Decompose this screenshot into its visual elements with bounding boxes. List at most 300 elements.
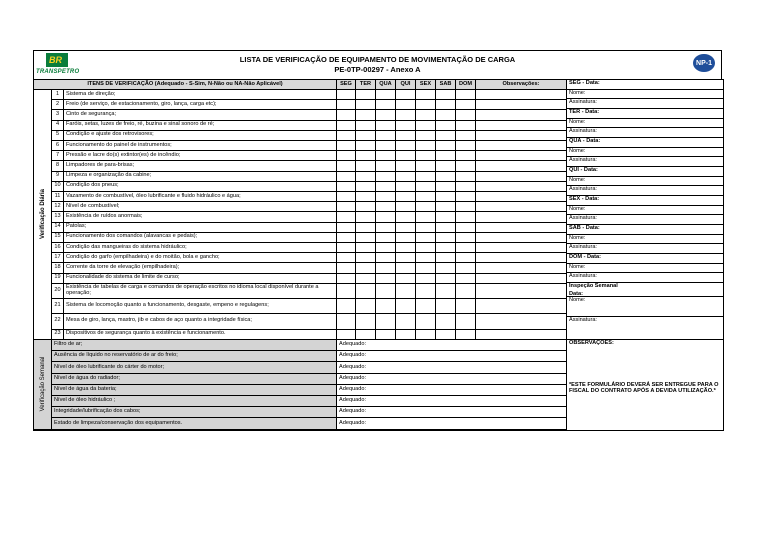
day-check-cell[interactable] bbox=[456, 299, 476, 314]
item-number: 17 bbox=[52, 253, 64, 263]
table-row bbox=[34, 263, 567, 273]
day-check-cell[interactable] bbox=[436, 243, 456, 253]
weekly-item-text: Nível de óleo hidráulico ; bbox=[52, 396, 337, 407]
assinatura-field[interactable]: Assinatura: bbox=[567, 157, 723, 167]
obs-cell[interactable] bbox=[476, 182, 567, 192]
weekly-item-text: Nível de óleo lubrificante do cárter do motor; bbox=[52, 362, 337, 373]
obs-header: Observações: bbox=[476, 80, 567, 90]
day-check-cell[interactable] bbox=[436, 141, 456, 151]
day-check-cell[interactable] bbox=[337, 151, 356, 161]
table-row bbox=[34, 253, 567, 263]
table-row bbox=[34, 274, 567, 284]
day-check-cell[interactable] bbox=[436, 212, 456, 222]
day-check-cell[interactable] bbox=[416, 314, 436, 330]
item-text: Freio (de serviço, de estacionamento, giro, lança, carga etc); bbox=[64, 100, 337, 110]
day-check-cell[interactable] bbox=[337, 182, 356, 192]
table-row bbox=[34, 362, 567, 373]
table-row bbox=[34, 418, 567, 429]
item-text: Pressão e lacre do(s) extintor(es) de incêndio; bbox=[64, 151, 337, 161]
day-check-cell[interactable] bbox=[456, 243, 476, 253]
day-check-cell[interactable] bbox=[356, 243, 376, 253]
day-check-cell[interactable] bbox=[396, 141, 416, 151]
table-row bbox=[34, 351, 567, 362]
day-check-cell[interactable] bbox=[396, 284, 416, 299]
day-check-cell[interactable] bbox=[416, 212, 436, 222]
item-number: 18 bbox=[52, 263, 64, 273]
daily-group-label: Verificação Diária bbox=[40, 188, 46, 240]
table-row bbox=[34, 243, 567, 253]
day-check-cell[interactable] bbox=[396, 330, 416, 340]
day-check-cell[interactable] bbox=[356, 314, 376, 330]
item-number: 2 bbox=[52, 100, 64, 110]
day-check-cell[interactable] bbox=[356, 151, 376, 161]
item-number: 23 bbox=[52, 330, 64, 340]
day-check-cell[interactable] bbox=[436, 330, 456, 340]
obs-cell[interactable] bbox=[476, 121, 567, 131]
day-check-cell[interactable] bbox=[416, 284, 436, 299]
day-check-cell[interactable] bbox=[416, 253, 436, 263]
day-header-6: DOM bbox=[456, 80, 476, 90]
day-check-cell[interactable] bbox=[337, 263, 356, 273]
day-check-cell[interactable] bbox=[356, 172, 376, 182]
observacoes-box[interactable] bbox=[567, 340, 723, 430]
day-check-cell[interactable] bbox=[436, 172, 456, 182]
adequado-cell[interactable]: Adequado: bbox=[337, 362, 567, 373]
day-check-cell[interactable] bbox=[396, 151, 416, 161]
day-check-cell[interactable] bbox=[416, 172, 436, 182]
day-check-cell[interactable] bbox=[436, 314, 456, 330]
obs-cell[interactable] bbox=[476, 110, 567, 120]
day-check-cell[interactable] bbox=[456, 284, 476, 299]
day-check-cell[interactable] bbox=[456, 212, 476, 222]
table-row bbox=[34, 90, 567, 100]
nome-field[interactable]: Nome: bbox=[567, 119, 723, 129]
nome-field[interactable]: Nome: bbox=[567, 264, 723, 274]
day-check-cell[interactable] bbox=[356, 212, 376, 222]
day-check-cell[interactable] bbox=[376, 233, 396, 243]
company-logo: BR TRANSPETRO bbox=[36, 55, 80, 75]
day-check-cell[interactable] bbox=[396, 161, 416, 171]
day-check-cell[interactable] bbox=[456, 100, 476, 110]
day-check-cell[interactable] bbox=[396, 212, 416, 222]
day-header-0: SEG bbox=[337, 80, 356, 90]
day-check-cell[interactable] bbox=[337, 253, 356, 263]
day-check-cell[interactable] bbox=[436, 284, 456, 299]
table-row bbox=[34, 385, 567, 396]
day-check-cell[interactable] bbox=[337, 100, 356, 110]
item-number: 14 bbox=[52, 223, 64, 233]
adequado-cell[interactable]: Adequado: bbox=[337, 340, 567, 351]
item-text: Funcionalidade do sistema de limite de curso; bbox=[64, 274, 337, 284]
table-row bbox=[34, 284, 567, 299]
assinatura-field[interactable]: Assinatura: bbox=[567, 244, 723, 254]
adequado-cell[interactable]: Adequado: bbox=[337, 418, 567, 429]
day-check-cell[interactable] bbox=[376, 330, 396, 340]
day-check-cell[interactable] bbox=[416, 233, 436, 243]
day-check-cell[interactable] bbox=[396, 90, 416, 100]
day-check-cell[interactable] bbox=[356, 330, 376, 340]
day-check-cell[interactable] bbox=[396, 314, 416, 330]
day-check-cell[interactable] bbox=[436, 233, 456, 243]
day-check-cell[interactable] bbox=[456, 192, 476, 202]
day-header-2: QUA bbox=[376, 80, 396, 90]
observacoes-label: OBSERVAÇÕES: bbox=[569, 340, 614, 346]
day-check-cell[interactable] bbox=[337, 192, 356, 202]
day-check-cell[interactable] bbox=[416, 330, 436, 340]
day-check-cell[interactable] bbox=[337, 90, 356, 100]
day-header-1: TER bbox=[356, 80, 376, 90]
day-check-cell[interactable] bbox=[376, 274, 396, 284]
day-check-cell[interactable] bbox=[436, 121, 456, 131]
day-check-cell[interactable] bbox=[416, 182, 436, 192]
day-check-cell[interactable] bbox=[396, 223, 416, 233]
obs-cell[interactable] bbox=[476, 274, 567, 284]
day-check-cell[interactable] bbox=[337, 202, 356, 212]
day-check-cell[interactable] bbox=[456, 131, 476, 141]
nome-field[interactable]: Nome: bbox=[567, 148, 723, 158]
day-check-cell[interactable] bbox=[376, 182, 396, 192]
table-row bbox=[34, 131, 567, 141]
weekly-item-text: Ausência de líquido no reservatório de ar do freio; bbox=[52, 351, 337, 362]
item-text: Funcionamento dos comandos (alavancas e pedais); bbox=[64, 233, 337, 243]
day-header-5: SAB bbox=[436, 80, 456, 90]
day-check-cell[interactable] bbox=[416, 263, 436, 273]
day-check-cell[interactable] bbox=[396, 182, 416, 192]
item-number: 6 bbox=[52, 141, 64, 151]
day-check-cell[interactable] bbox=[396, 110, 416, 120]
weekly-item-text: Nível de água da bateria; bbox=[52, 385, 337, 396]
nome-field[interactable]: Nome: bbox=[567, 177, 723, 187]
item-number: 20 bbox=[52, 284, 64, 299]
item-text: Existência de ruídos anormais; bbox=[64, 212, 337, 222]
day-check-cell[interactable] bbox=[356, 202, 376, 212]
day-check-cell[interactable] bbox=[376, 100, 396, 110]
day-check-cell[interactable] bbox=[456, 330, 476, 340]
obs-cell[interactable] bbox=[476, 243, 567, 253]
day-check-cell[interactable] bbox=[356, 100, 376, 110]
day-check-cell[interactable] bbox=[376, 243, 396, 253]
day-check-cell[interactable] bbox=[456, 172, 476, 182]
day-check-cell[interactable] bbox=[337, 233, 356, 243]
adequado-cell[interactable]: Adequado: bbox=[337, 396, 567, 407]
day-check-cell[interactable] bbox=[456, 263, 476, 273]
day-check-cell[interactable] bbox=[456, 233, 476, 243]
item-text: Condição dos pneus; bbox=[64, 182, 337, 192]
day-check-cell[interactable] bbox=[416, 131, 436, 141]
day-check-cell[interactable] bbox=[396, 202, 416, 212]
day-check-cell[interactable] bbox=[376, 110, 396, 120]
day-check-cell[interactable] bbox=[396, 299, 416, 314]
obs-cell[interactable] bbox=[476, 202, 567, 212]
day-check-cell[interactable] bbox=[436, 90, 456, 100]
weekly-item-text: Estado de limpeza/conservação dos equipamentos. bbox=[52, 418, 337, 429]
table-row bbox=[34, 314, 567, 330]
day-check-cell[interactable] bbox=[376, 121, 396, 131]
obs-cell[interactable] bbox=[476, 233, 567, 243]
day-check-cell[interactable] bbox=[456, 223, 476, 233]
table-row bbox=[34, 121, 567, 131]
table-row bbox=[34, 172, 567, 182]
day-check-cell[interactable] bbox=[456, 274, 476, 284]
obs-cell[interactable] bbox=[476, 330, 567, 340]
day-check-cell[interactable] bbox=[436, 263, 456, 273]
semanal-nome[interactable]: Nome: bbox=[567, 297, 723, 317]
day-check-cell[interactable] bbox=[456, 121, 476, 131]
item-number: 16 bbox=[52, 243, 64, 253]
day-check-cell[interactable] bbox=[337, 121, 356, 131]
table-row bbox=[34, 340, 567, 351]
table-row bbox=[34, 212, 567, 222]
day-check-cell[interactable] bbox=[356, 253, 376, 263]
nome-field[interactable]: Nome: bbox=[567, 206, 723, 216]
day-check-cell[interactable] bbox=[416, 141, 436, 151]
obs-cell[interactable] bbox=[476, 284, 567, 299]
day-check-cell[interactable] bbox=[356, 233, 376, 243]
obs-cell[interactable] bbox=[476, 172, 567, 182]
form-code: PE-0TP-00297 - Anexo A bbox=[334, 65, 421, 74]
adequado-cell[interactable]: Adequado: bbox=[337, 351, 567, 362]
day-check-cell[interactable] bbox=[376, 202, 396, 212]
day-check-cell[interactable] bbox=[337, 274, 356, 284]
item-text: Sistema de locomoção quanto a funcionamento, desgaste, empeno e regulagens; bbox=[64, 299, 337, 314]
day-check-cell[interactable] bbox=[416, 192, 436, 202]
weekly-group-label: Verificação Semanal bbox=[40, 356, 46, 412]
form-header bbox=[33, 50, 722, 79]
day-check-cell[interactable] bbox=[337, 284, 356, 299]
delivery-note: *ESTE FORMULÁRIO DEVERÁ SER ENTREGUE PARA O FISCAL DO CONTRATO APÓS A DEVIDA UTILIZAÇÃO.* bbox=[569, 382, 719, 394]
item-number: 22 bbox=[52, 314, 64, 330]
column-header-row bbox=[34, 80, 567, 90]
item-number: 7 bbox=[52, 151, 64, 161]
day-check-cell[interactable] bbox=[456, 253, 476, 263]
day-check-cell[interactable] bbox=[396, 243, 416, 253]
day-check-cell[interactable] bbox=[376, 212, 396, 222]
day-check-cell[interactable] bbox=[416, 121, 436, 131]
day-check-cell[interactable] bbox=[416, 151, 436, 161]
day-check-cell[interactable] bbox=[356, 284, 376, 299]
day-check-cell[interactable] bbox=[376, 151, 396, 161]
obs-cell[interactable] bbox=[476, 90, 567, 100]
day-check-cell[interactable] bbox=[356, 90, 376, 100]
day-check-cell[interactable] bbox=[396, 274, 416, 284]
item-number: 4 bbox=[52, 121, 64, 131]
day-check-cell[interactable] bbox=[416, 243, 436, 253]
day-check-cell[interactable] bbox=[436, 192, 456, 202]
day-check-cell[interactable] bbox=[356, 141, 376, 151]
day-check-cell[interactable] bbox=[396, 172, 416, 182]
table-row bbox=[34, 100, 567, 110]
nome-field[interactable]: Nome: bbox=[567, 90, 723, 100]
day-check-cell[interactable] bbox=[337, 131, 356, 141]
day-check-cell[interactable] bbox=[416, 110, 436, 120]
day-check-cell[interactable] bbox=[436, 131, 456, 141]
day-check-cell[interactable] bbox=[436, 299, 456, 314]
item-number: 21 bbox=[52, 299, 64, 314]
obs-cell[interactable] bbox=[476, 100, 567, 110]
day-check-cell[interactable] bbox=[376, 299, 396, 314]
assinatura-field[interactable]: Assinatura: bbox=[567, 99, 723, 109]
day-check-cell[interactable] bbox=[376, 263, 396, 273]
day-check-cell[interactable] bbox=[396, 121, 416, 131]
day-check-cell[interactable] bbox=[436, 151, 456, 161]
day-check-cell[interactable] bbox=[436, 100, 456, 110]
day-check-cell[interactable] bbox=[356, 110, 376, 120]
table-row bbox=[34, 202, 567, 212]
day-check-cell[interactable] bbox=[456, 110, 476, 120]
checklist-sheet bbox=[33, 50, 722, 431]
day-check-cell[interactable] bbox=[376, 90, 396, 100]
table-row bbox=[34, 299, 567, 314]
semanal-title: Inspeção Semanal bbox=[569, 283, 618, 289]
day-date-label: SAB - Data: bbox=[567, 225, 723, 235]
day-date-label: TER - Data: bbox=[567, 109, 723, 119]
assinatura-field[interactable]: Assinatura: bbox=[567, 273, 723, 283]
item-number: 13 bbox=[52, 212, 64, 222]
day-check-cell[interactable] bbox=[416, 299, 436, 314]
item-text: Sistema de direção; bbox=[64, 90, 337, 100]
adequado-cell[interactable]: Adequado: bbox=[337, 385, 567, 396]
day-check-cell[interactable] bbox=[456, 151, 476, 161]
obs-cell[interactable] bbox=[476, 299, 567, 314]
day-date-label: SEG - Data: bbox=[567, 80, 723, 90]
day-check-cell[interactable] bbox=[436, 274, 456, 284]
day-check-cell[interactable] bbox=[356, 121, 376, 131]
day-check-cell[interactable] bbox=[337, 110, 356, 120]
item-text: Corrente da torre de elevação (empilhadeira); bbox=[64, 263, 337, 273]
day-check-cell[interactable] bbox=[337, 299, 356, 314]
day-check-cell[interactable] bbox=[376, 141, 396, 151]
item-text: Condição das mangueiras do sistema hidráulico; bbox=[64, 243, 337, 253]
weekly-item-text: Integridade/lubrificação dos cabos; bbox=[52, 407, 337, 418]
day-check-cell[interactable] bbox=[456, 141, 476, 151]
day-check-cell[interactable] bbox=[356, 192, 376, 202]
item-text: Dispositivos de segurança quanto à existência e funcionamento. bbox=[64, 330, 337, 340]
day-date-label: DOM - Data: bbox=[567, 254, 723, 264]
day-check-cell[interactable] bbox=[396, 131, 416, 141]
day-check-cell[interactable] bbox=[376, 131, 396, 141]
day-check-cell[interactable] bbox=[416, 90, 436, 100]
obs-cell[interactable] bbox=[476, 253, 567, 263]
assinatura-field[interactable]: Assinatura: bbox=[567, 128, 723, 138]
day-check-cell[interactable] bbox=[356, 182, 376, 192]
table-row bbox=[34, 110, 567, 120]
obs-cell[interactable] bbox=[476, 192, 567, 202]
obs-cell[interactable] bbox=[476, 263, 567, 273]
day-check-cell[interactable] bbox=[337, 243, 356, 253]
day-header-4: SEX bbox=[416, 80, 436, 90]
day-check-cell[interactable] bbox=[436, 223, 456, 233]
table-row bbox=[34, 182, 567, 192]
day-check-cell[interactable] bbox=[376, 284, 396, 299]
table-row bbox=[34, 374, 567, 385]
day-check-cell[interactable] bbox=[376, 253, 396, 263]
obs-cell[interactable] bbox=[476, 151, 567, 161]
day-check-cell[interactable] bbox=[337, 330, 356, 340]
day-check-cell[interactable] bbox=[356, 131, 376, 141]
item-number: 8 bbox=[52, 161, 64, 171]
day-check-cell[interactable] bbox=[376, 172, 396, 182]
day-check-cell[interactable] bbox=[337, 141, 356, 151]
item-number: 3 bbox=[52, 110, 64, 120]
obs-cell[interactable] bbox=[476, 212, 567, 222]
day-check-cell[interactable] bbox=[456, 314, 476, 330]
assinatura-field[interactable]: Assinatura: bbox=[567, 215, 723, 225]
day-check-cell[interactable] bbox=[436, 202, 456, 212]
item-text: Condição do garfo (empilhadeira) e do moitão, bola e gancho; bbox=[64, 253, 337, 263]
item-text: Faróis, setas, luzes de freio, ré, buzina e sinal sonoro de ré; bbox=[64, 121, 337, 131]
obs-cell[interactable] bbox=[476, 131, 567, 141]
day-check-cell[interactable] bbox=[396, 263, 416, 273]
obs-cell[interactable] bbox=[476, 141, 567, 151]
item-text: Condição e ajuste dos retrovisores; bbox=[64, 131, 337, 141]
day-check-cell[interactable] bbox=[436, 110, 456, 120]
item-text: Patolas; bbox=[64, 223, 337, 233]
day-check-cell[interactable] bbox=[436, 161, 456, 171]
day-check-cell[interactable] bbox=[376, 161, 396, 171]
day-check-cell[interactable] bbox=[356, 161, 376, 171]
right-panel-divider bbox=[566, 80, 567, 430]
day-check-cell[interactable] bbox=[396, 192, 416, 202]
item-number: 11 bbox=[52, 192, 64, 202]
nome-field[interactable]: Nome: bbox=[567, 235, 723, 245]
table-row bbox=[34, 151, 567, 161]
day-check-cell[interactable] bbox=[396, 253, 416, 263]
day-check-cell[interactable] bbox=[337, 223, 356, 233]
day-check-cell[interactable] bbox=[337, 161, 356, 171]
day-check-cell[interactable] bbox=[356, 274, 376, 284]
assinatura-field[interactable]: Assinatura: bbox=[567, 186, 723, 196]
day-check-cell[interactable] bbox=[456, 182, 476, 192]
day-check-cell[interactable] bbox=[337, 212, 356, 222]
item-text: Nível de combustível; bbox=[64, 202, 337, 212]
day-check-cell[interactable] bbox=[376, 314, 396, 330]
day-check-cell[interactable] bbox=[456, 202, 476, 212]
item-text: Vazamento de combustível, óleo lubrificante e fluido hidráulico e água; bbox=[64, 192, 337, 202]
table-row bbox=[34, 396, 567, 407]
day-check-cell[interactable] bbox=[337, 314, 356, 330]
day-check-cell[interactable] bbox=[396, 233, 416, 243]
day-check-cell[interactable] bbox=[337, 172, 356, 182]
item-number: 10 bbox=[52, 182, 64, 192]
day-check-cell[interactable] bbox=[416, 202, 436, 212]
adequado-cell[interactable]: Adequado: bbox=[337, 407, 567, 418]
day-check-cell[interactable] bbox=[416, 223, 436, 233]
day-check-cell[interactable] bbox=[416, 274, 436, 284]
np-badge: NP-1 bbox=[693, 54, 715, 72]
day-check-cell[interactable] bbox=[416, 161, 436, 171]
item-number: 15 bbox=[52, 233, 64, 243]
day-check-cell[interactable] bbox=[356, 263, 376, 273]
table-row bbox=[34, 407, 567, 418]
obs-cell[interactable] bbox=[476, 161, 567, 171]
obs-cell[interactable] bbox=[476, 223, 567, 233]
day-check-cell[interactable] bbox=[416, 100, 436, 110]
day-check-cell[interactable] bbox=[456, 161, 476, 171]
obs-cell[interactable] bbox=[476, 314, 567, 330]
day-check-cell[interactable] bbox=[356, 299, 376, 314]
day-check-cell[interactable] bbox=[396, 100, 416, 110]
day-check-cell[interactable] bbox=[356, 223, 376, 233]
day-check-cell[interactable] bbox=[436, 253, 456, 263]
day-check-cell[interactable] bbox=[376, 223, 396, 233]
item-text: Existência de tabelas de carga e comandos de operação escritos no idioma local disponível durante a operação; bbox=[64, 284, 337, 299]
day-check-cell[interactable] bbox=[456, 90, 476, 100]
semanal-assinatura[interactable]: Assinatura: bbox=[567, 317, 723, 340]
adequado-cell[interactable]: Adequado: bbox=[337, 374, 567, 385]
day-check-cell[interactable] bbox=[376, 192, 396, 202]
day-check-cell[interactable] bbox=[436, 182, 456, 192]
day-header-3: QUI bbox=[396, 80, 416, 90]
